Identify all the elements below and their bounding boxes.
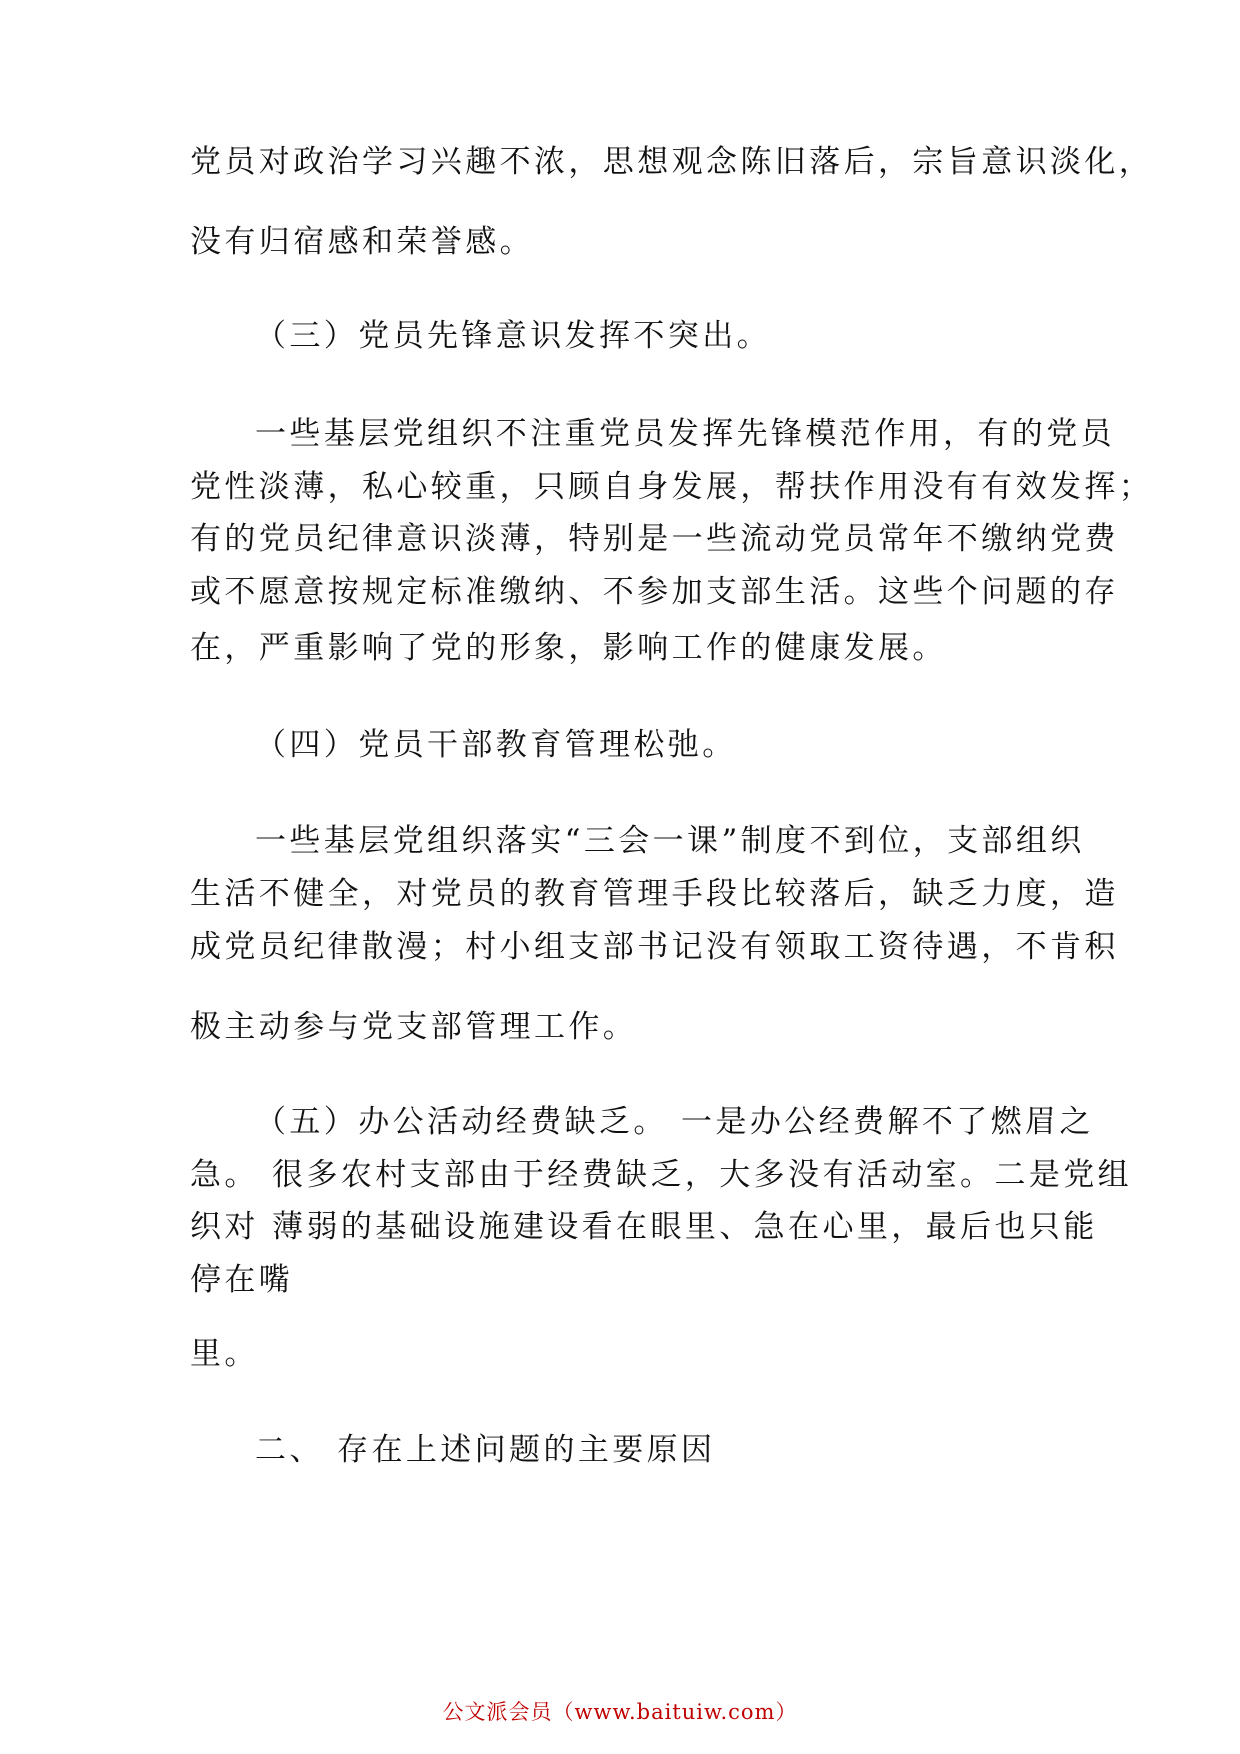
section-heading: （四）党员干部教育管理松弛。 — [255, 727, 737, 763]
text-line: 极主动参与党支部管理工作。 — [190, 1009, 638, 1045]
text-line: 或不愿意按规定标准缴纳、不参加支部生活。这些个问题的存 — [190, 574, 1119, 610]
section-heading: 二、 存在上述问题的主要原因 — [255, 1432, 716, 1468]
text-line: 织对 薄弱的基础设施建设看在眼里、急在心里，最后也只能 — [190, 1209, 1098, 1245]
text-line: 一些基层党组织落实“三会一课”制度不到位，支部组织 — [255, 823, 1085, 859]
section-heading: （三）党员先锋意识发挥不突出。 — [255, 318, 771, 354]
text-line: 里。 — [190, 1336, 259, 1372]
text-line: 成党员纪律散漫；村小组支部书记没有领取工资待遇，不肯积 — [190, 929, 1119, 965]
text-line: 党员对政治学习兴趣不浓，思想观念陈旧落后，宗旨意识淡化， — [190, 144, 1154, 180]
text-line: 急。 很多农村支部由于经费缺乏，大多没有活动室。二是党组 — [190, 1157, 1133, 1193]
text-line: 一些基层党组织不注重党员发挥先锋模范作用，有的党员 — [255, 416, 1115, 452]
footer-watermark[interactable]: 公文派会员（www.baituiw.com） — [442, 1700, 798, 1724]
text-line: 党性淡薄，私心较重，只顾自身发展，帮扶作用没有有效发挥； — [190, 469, 1154, 505]
text-line: 有的党员纪律意识淡薄，特别是一些流动党员常年不缴纳党费 — [190, 521, 1119, 557]
text-line: 在，严重影响了党的形象，影响工作的健康发展。 — [190, 630, 947, 666]
text-line: 停在嘴 — [190, 1262, 294, 1298]
section-heading: （五）办公活动经费缺乏。 一是办公经费解不了燃眉之 — [255, 1104, 1094, 1140]
text-line: 没有归宿感和荣誉感。 — [190, 224, 534, 260]
text-line: 生活不健全，对党员的教育管理手段比较落后，缺乏力度，造 — [190, 876, 1119, 912]
